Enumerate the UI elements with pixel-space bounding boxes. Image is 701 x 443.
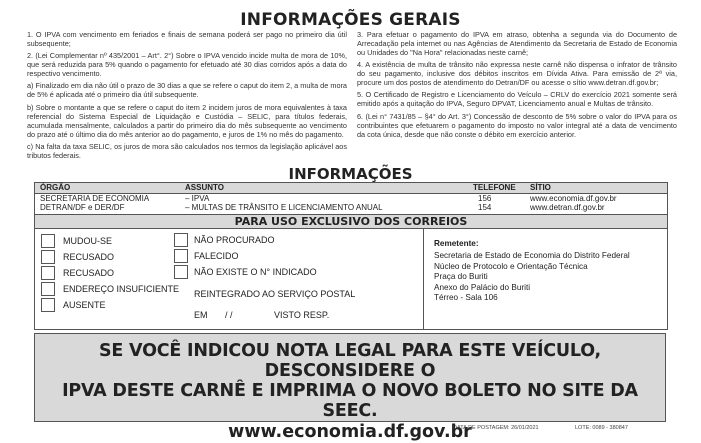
column-header-assunto: ASSUNTO	[185, 183, 224, 192]
info-item-2b: b) Sobre o montante a que se refere o caput do item 2 incidem juros de mora equivalentes à taxa referencial do Sistema Especial de Liquidação e Custódia – SELIC, para títulos federais, acumulada mensalmente, calculados a partir do primeiro dia do mês subsequente ao vencimento do prazo até o último dia do mês anterior ao do pagamento, e juros de 1% no mês do pagamento.	[27, 102, 347, 139]
checkbox-label: RECUSADO	[63, 268, 115, 278]
cell-assunto: – IPVA	[185, 194, 210, 203]
sender-address	[434, 239, 630, 303]
checkbox-label: NÃO PROCURADO	[194, 235, 275, 245]
checkbox-label: FALECIDO	[194, 251, 239, 261]
checkbox-square-icon[interactable]	[174, 265, 188, 279]
reintegrado-label: REINTEGRADO AO SERVIÇO POSTAL	[194, 289, 356, 299]
page-title: INFORMAÇÕES GERAIS	[240, 10, 461, 30]
column-header-orgao: ÓRGÃO	[40, 183, 71, 192]
info-table-header	[35, 183, 667, 194]
info-item-2: 2. (Lei Complementar nº 435/2001 – Art°. 2°) Sobre o IPVA vencido incide multa de mora de 10%, que será reduzida para 5% quando o pagamento for efetuado até 30 dias corridos após a data do respectivo vencimento.	[27, 51, 347, 79]
checkbox-square-icon[interactable]	[41, 250, 55, 264]
table-row	[35, 204, 667, 213]
sender-line: Térreo - Sala 106	[434, 293, 498, 303]
checkbox-square-icon[interactable]	[41, 234, 55, 248]
banner-line-2: IPVA DESTE CARNÊ E IMPRIMA O NOVO BOLETO NO SITE DA SEEC.	[62, 381, 638, 421]
cell-orgao: DETRAN/DF e DER/DF	[40, 202, 125, 212]
sender-line: Anexo do Palácio do Buriti	[434, 282, 531, 292]
banner-website-link[interactable]: www.economia.df.gov.br	[228, 422, 472, 442]
cell-telefone: 156	[478, 194, 492, 203]
cell-sitio-link[interactable]: www.economia.df.gov.br	[530, 194, 617, 203]
checkbox-label: ENDEREÇO INSUFICIENTE	[63, 284, 180, 294]
checkbox-square-icon[interactable]	[41, 298, 55, 312]
posting-date: DATA DE POSTAGEM: 26/01/2021	[453, 425, 539, 431]
info-item-1: 1. O IPVA com vencimento em feriados e finais de semana poderá ser pago no primeiro dia útil subsequente;	[27, 30, 347, 48]
checkbox-label: AUSENTE	[63, 300, 106, 310]
checkbox-square-icon[interactable]	[174, 249, 188, 263]
column-header-telefone: TELEFONE	[473, 183, 516, 192]
cell-sitio-link[interactable]: www.detran.df.gov.br	[530, 202, 605, 212]
column-header-sitio: SÍTIO	[530, 183, 551, 192]
sender-label: Remetente:	[434, 239, 479, 248]
date-em-label: EM	[194, 310, 208, 320]
cell-telefone: 154	[478, 202, 492, 212]
info-item-6: 6. (Lei n° 7431/85 – §4° do Art. 3°) Concessão de desconto de 5% sobre o valor do IPVA para os contribuintes que efetuarem o pagamento do imposto no valor integral até a data de vencimento da cota única, desde que não conste o débito em exercício anterior.	[357, 111, 677, 139]
checkbox-label: MUDOU-SE	[63, 236, 112, 246]
date-field[interactable]: / /	[225, 310, 233, 320]
banner-line-1: SE VOCÊ INDICOU NOTA LEGAL PARA ESTE VEÍCULO, DESCONSIDERE O	[98, 341, 601, 381]
sender-line: Praça do Buriti	[434, 272, 488, 282]
info-table-title: INFORMAÇÕES	[288, 165, 413, 183]
checkbox-label: RECUSADO	[63, 252, 115, 262]
postal-checkbox-area	[35, 229, 424, 329]
checkbox-label: NÃO EXISTE O N° INDICADO	[194, 267, 317, 277]
cell-assunto: – MULTAS DE TRÂNSITO E LICENCIAMENTO ANUAL	[185, 202, 383, 212]
checkbox-square-icon[interactable]	[41, 282, 55, 296]
info-item-4: 4. A existência de multa de trânsito não expressa neste carnê não dispensa o infrator de trânsito do seu pagamento, inclusive dos débitos inscritos em Dívida Ativa. Para emissão de 2ª via, procure um dos postos de atendimento do Detran/DF ou acesse o sítio www.detran.df.gov.br;	[357, 60, 677, 88]
visto-resp-label: VISTO RESP.	[274, 310, 330, 320]
sender-line: Núcleo de Protocolo e Orientação Técnica	[434, 261, 588, 271]
general-info-right-column	[357, 30, 677, 142]
info-item-5: 5. O Certificado de Registro e Licenciamento do Veículo – CRLV do exercício 2021 somente será emitido após a quitação do IPVA, Seguro DPVAT, Licenciamento anual e Multas de trânsito.	[357, 90, 677, 109]
general-info-left-column	[27, 30, 347, 163]
cell-orgao: SECRETARIA DE ECONOMIA	[40, 194, 150, 203]
info-item-3: 3. Para efetuar o pagamento do IPVA em atraso, obtenha a segunda via do Documento de Arrecadação pela internet ou nas Agências de Atendimento da Secretaria de Estado de Economia ou Unidades do "Na Hora" relacionadas neste carnê;	[357, 30, 677, 57]
checkbox-square-icon[interactable]	[41, 266, 55, 280]
sender-area	[424, 229, 667, 329]
checkbox-square-icon[interactable]	[174, 233, 188, 247]
postal-section	[34, 214, 668, 330]
postal-section-title: PARA USO EXCLUSIVO DOS CORREIOS	[35, 215, 667, 229]
info-table	[34, 182, 668, 215]
info-item-2c: c) Na falta da taxa SELIC, os juros de mora são calculados nos termos da legislação aplicável aos tributos federais.	[27, 141, 347, 160]
info-item-2a: a) Finalizado em dia não útil o prazo de 30 dias a que se refere o caput do item 2, a multa de mora de 5% é aplicada até o primeiro dia útil subsequente.	[27, 81, 347, 100]
sender-line: Secretaria de Estado de Economia do Distrito Federal	[434, 251, 630, 261]
info-table-body	[35, 195, 667, 214]
lot-number: LOTE: 0089 - 380847	[575, 425, 628, 431]
